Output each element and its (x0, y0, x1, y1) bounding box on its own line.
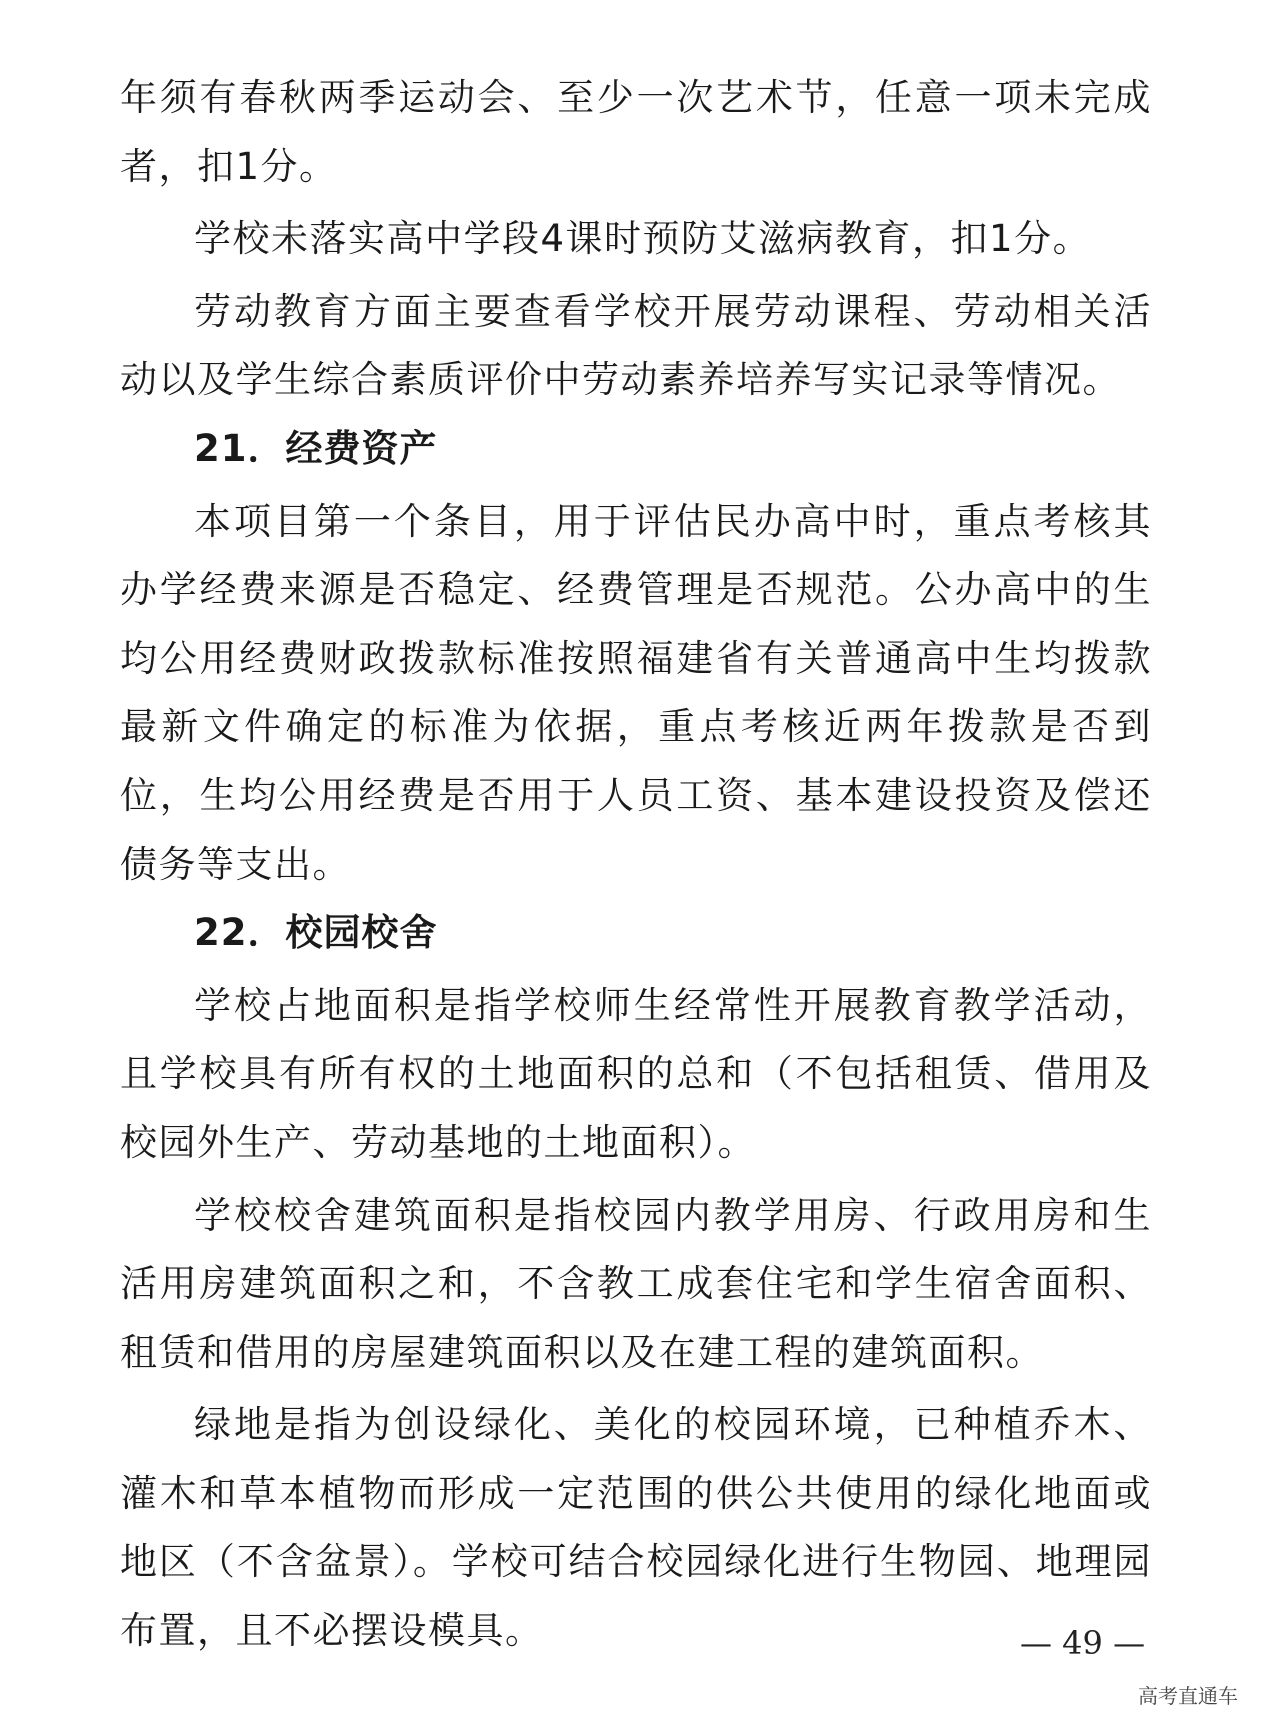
paragraph-funding: 本项目第一个条目，用于评估民办高中时，重点考核其办学经费来源是否稳定、经费管理是否规范。公办高中的生均公用经费财政拨款标准按照福建省有关普通高中生均拨款最新文件确定的标准为依据，重点考核近两年拨款是否到位，生均公用经费是否用于人员工资、基本建设投资及偿还债务等支出。 (120, 499, 1152, 886)
paragraph-labor-education: 劳动教育方面主要查看学校开展劳动课程、劳动相关活动以及学生综合素质评价中劳动素养培养写实记录等情况。 (120, 289, 1152, 402)
document-page (120, 64, 1152, 1666)
paragraph-building-area: 学校校舍建筑面积是指校园内教学用房、行政用房和生活用房建筑面积之和，不含教工成套住宅和学生宿舍面积、租赁和借用的房屋建筑面积以及在建工程的建筑面积。 (120, 1193, 1152, 1374)
paragraph-green-space: 绿地是指为创设绿化、美化的校园环境，已种植乔木、灌木和草本植物而形成一定范围的供公共使用的绿化地面或地区（不含盆景）。学校可结合校园绿化进行生物园、地理园布置，且不必摆设模具。 (120, 1403, 1152, 1653)
section-heading-21: 21．经费资产 (194, 426, 438, 470)
paragraph-land-area: 学校占地面积是指学校师生经常性开展教育教学活动，且学校具有所有权的土地面积的总和（不包括租赁、借用及校园外生产、劳动基地的土地面积）。 (120, 983, 1152, 1164)
paragraph-aids-education: 学校未落实高中学段4课时预防艾滋病教育，扣1分。 (194, 217, 1092, 261)
page-number: — 49 — (1020, 1624, 1146, 1662)
watermark: 高考直通车 (1138, 1684, 1238, 1708)
paragraph-continued: 年须有春秋两季运动会、至少一次艺术节，任意一项未完成者，扣1分。 (120, 76, 1152, 188)
section-heading-22: 22．校园校舍 (194, 911, 438, 955)
